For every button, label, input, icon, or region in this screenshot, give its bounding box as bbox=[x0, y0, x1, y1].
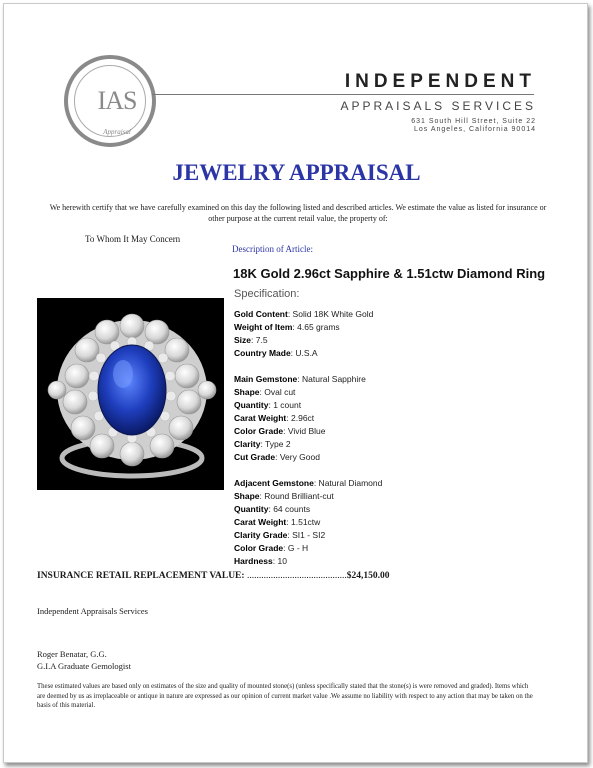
spec-row bbox=[234, 386, 366, 399]
signature-company: Independent Appraisals Services bbox=[37, 606, 148, 616]
specification-label: Specification: bbox=[234, 288, 300, 300]
insurance-label: INSURANCE RETAIL REPLACEMENT VALUE: bbox=[37, 571, 245, 581]
appraiser-name: Roger Benatar, G.G. bbox=[37, 649, 107, 659]
ias-logo bbox=[64, 55, 156, 147]
spec-row bbox=[234, 347, 373, 360]
spec-value: : U.S.A bbox=[290, 348, 318, 358]
spec-value: : Round Brilliant-cut bbox=[259, 491, 334, 501]
spec-label: Color Grade bbox=[234, 426, 284, 436]
spec-row bbox=[234, 542, 382, 555]
spec-label: Cut Grade bbox=[234, 452, 276, 462]
logo-inner-ring bbox=[74, 65, 146, 137]
specs-metal bbox=[234, 308, 373, 360]
spec-value: : Vivid Blue bbox=[283, 426, 326, 436]
spec-row bbox=[234, 412, 366, 425]
appraiser-title: G.I.A Graduate Gemologist bbox=[37, 661, 131, 671]
spec-row bbox=[234, 529, 382, 542]
spec-value: : 2.96ct bbox=[286, 413, 315, 423]
spec-value: : Solid 18K White Gold bbox=[287, 309, 374, 319]
description-label: Description of Article: bbox=[232, 244, 313, 254]
spec-value: : Type 2 bbox=[260, 439, 291, 449]
spec-label: Shape bbox=[234, 491, 260, 501]
recipient: To Whom It May Concern bbox=[85, 234, 181, 244]
spec-label: Weight of Item bbox=[234, 322, 293, 332]
spec-row bbox=[234, 321, 373, 334]
insurance-value: $24,150.00 bbox=[346, 571, 390, 581]
spec-value: : Natural Diamond bbox=[313, 478, 383, 488]
spec-label: Color Grade bbox=[234, 543, 284, 553]
spec-label: Adjacent Gemstone bbox=[234, 478, 314, 488]
spec-value: : G - H bbox=[283, 543, 309, 553]
spec-label: Carat Weight bbox=[234, 517, 287, 527]
insurance-dots: .......................................... bbox=[244, 571, 347, 581]
spec-row bbox=[234, 503, 382, 516]
insurance-value-line bbox=[37, 571, 389, 581]
spec-label: Quantity bbox=[234, 504, 269, 514]
spec-value: : 1.51ctw bbox=[286, 517, 321, 527]
spec-label: Clarity Grade bbox=[234, 530, 288, 540]
company-name: INDEPENDENT bbox=[344, 71, 536, 92]
spec-row bbox=[234, 438, 366, 451]
spec-value: : 7.5 bbox=[251, 335, 268, 345]
document-title: JEWELRY APPRAISAL bbox=[172, 160, 421, 185]
address-line-1: 631 South Hill Street, Suite 22 bbox=[411, 118, 536, 125]
header-divider bbox=[152, 94, 534, 95]
spec-label: Main Gemstone bbox=[234, 374, 298, 384]
spec-label: Gold Content bbox=[234, 309, 288, 319]
spec-row bbox=[234, 308, 373, 321]
specs-main-gemstone bbox=[234, 373, 366, 464]
spec-label: Size bbox=[234, 335, 252, 345]
spec-row bbox=[234, 477, 382, 490]
spec-row bbox=[234, 373, 366, 386]
disclaimer: These estimated values are based only on estimates of the size and quality of mounted stone(s) (unless specifically stated that the stone(s) is were removed and graded). Items which are deemed by us as irreplaceable or antique in nature are expressed as our opinion of current market value .We assume no liability with respect to any action that may be taken on the basis of this material. bbox=[37, 683, 533, 709]
spec-value: : 1 count bbox=[268, 400, 302, 410]
spec-value: : Oval cut bbox=[259, 387, 296, 397]
spec-row bbox=[234, 451, 366, 464]
specs-adjacent-gemstone bbox=[234, 477, 382, 568]
ring-photo-icon bbox=[37, 298, 224, 490]
spec-row bbox=[234, 516, 382, 529]
spec-value: : Natural Sapphire bbox=[297, 374, 366, 384]
logo-subtext: Appraisal bbox=[103, 128, 131, 136]
spec-row bbox=[234, 555, 382, 568]
spec-label: Shape bbox=[234, 387, 260, 397]
certify-text: We herewith certify that we have carefully examined on this day the following listed and described articles. We estimate the value as listed for insurance or other purpose at the current retail value, the property of: bbox=[49, 203, 547, 223]
spec-row bbox=[234, 334, 373, 347]
spec-label: Clarity bbox=[234, 439, 261, 449]
spec-row bbox=[234, 490, 382, 503]
spec-value: : 10 bbox=[272, 556, 287, 566]
spec-label: Hardness bbox=[234, 556, 273, 566]
spec-row bbox=[234, 399, 366, 412]
company-subtitle: APPRAISALS SERVICES bbox=[340, 99, 536, 113]
spec-label: Quantity bbox=[234, 400, 269, 410]
spec-value: : SI1 - SI2 bbox=[287, 530, 326, 540]
item-title: 18K Gold 2.96ct Sapphire & 1.51ctw Diamond Ring bbox=[233, 266, 546, 281]
spec-label: Country Made bbox=[234, 348, 291, 358]
spec-row bbox=[234, 425, 366, 438]
spec-value: : 64 counts bbox=[268, 504, 311, 514]
spec-value: : 4.65 grams bbox=[292, 322, 340, 332]
ring-photo bbox=[37, 298, 224, 490]
address-line-2: Los Angeles, California 90014 bbox=[413, 126, 536, 133]
spec-value: : Very Good bbox=[275, 452, 320, 462]
spec-label: Carat Weight bbox=[234, 413, 287, 423]
logo-text: IAS bbox=[97, 86, 137, 115]
